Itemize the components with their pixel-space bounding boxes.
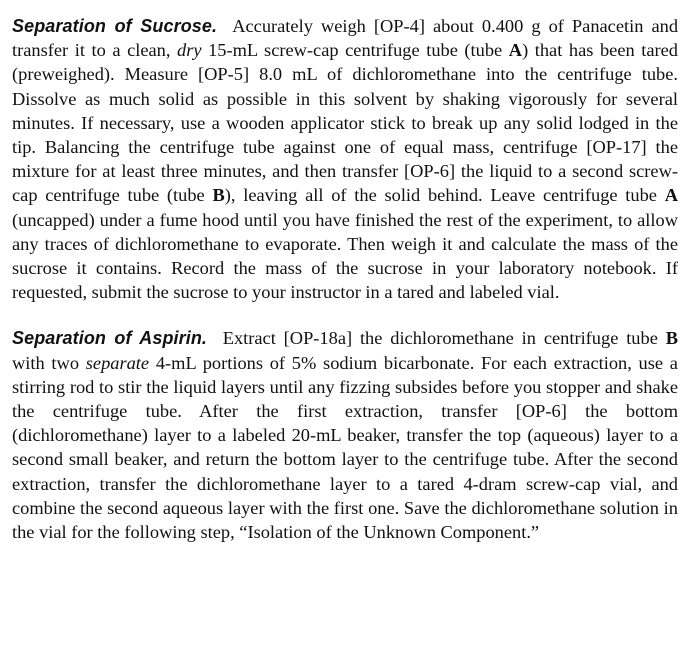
sucrose-tube-b-label: B — [212, 185, 225, 206]
sucrose-dry-emphasis: dry — [177, 40, 202, 61]
sucrose-paragraph — [12, 14, 678, 304]
sucrose-tube-a-label: A — [508, 40, 523, 61]
aspirin-tube-b-label: B — [665, 328, 678, 349]
sucrose-text-5: (uncapped) under a fume hood until you have finished the rest of the experiment, to allow any traces of dichloromethane to evaporate. Then weigh it and calculate the mass of the sucrose it contains. Record the mass of the sucrose in your laboratory notebook. If requested, submit the sucrose to your instructor in a tared and labeled vial. — [12, 209, 678, 303]
sucrose-text-1: Accurately weigh [OP-4] about 0.400 g of Panacetin and transfer it to a clean, — [12, 16, 679, 61]
sucrose-text-4: ), leaving all of the solid behind. Leave centrifuge tube — [224, 185, 657, 206]
sucrose-text-3: ) that has been tared (preweighed). Measure [OP-5] 8.0 mL of dichloromethane into the centrifuge tube. Dissolve as much solid as possible in this solvent by shaking vigorously for several minutes. If necessary, use a wooden applicator stick to break up any solid lodged in the tip. Balancing the centrifuge tube against one of equal mass, centrifuge [OP-17] the mixture for at least three minutes, and then transfer [OP-6] the liquid to a second screw-cap centrifuge tube (tube — [12, 40, 678, 206]
aspirin-separate-emphasis: separate — [85, 352, 150, 373]
sucrose-tube-a-label-2: A — [664, 185, 678, 206]
aspirin-heading: Separation of Aspirin. — [12, 328, 208, 349]
sucrose-text-2: 15-mL screw-cap centrifuge tube (tube — [208, 40, 503, 61]
aspirin-text-2: with two — [12, 352, 80, 373]
sucrose-heading: Separation of Sucrose. — [12, 16, 218, 36]
aspirin-text-3: 4-mL portions of 5% sodium bicarbonate. For each extraction, use a stirring rod to stir the liquid layers until any fizzing subsides before you stopper and shake the centrifuge tube. After the first extraction, transfer [OP-6] the bottom (dichloromethane) layer to a labeled 20-mL beaker, transfer the top (aqueous) layer to a second small beaker, and return the bottom layer to the centrifuge tube. After the second extraction, transfer the dichloromethane layer to a tared 4-dram screw-cap vial, and combine the second aqueous layer with the first one. Save the dichloromethane solution in the vial for the following step, “Isolation of the Unknown Component.” — [12, 352, 678, 543]
aspirin-text-1: Extract [OP-18a] the dichloromethane in centrifuge tube — [222, 328, 658, 349]
document-page — [12, 14, 678, 544]
aspirin-paragraph — [12, 326, 678, 544]
